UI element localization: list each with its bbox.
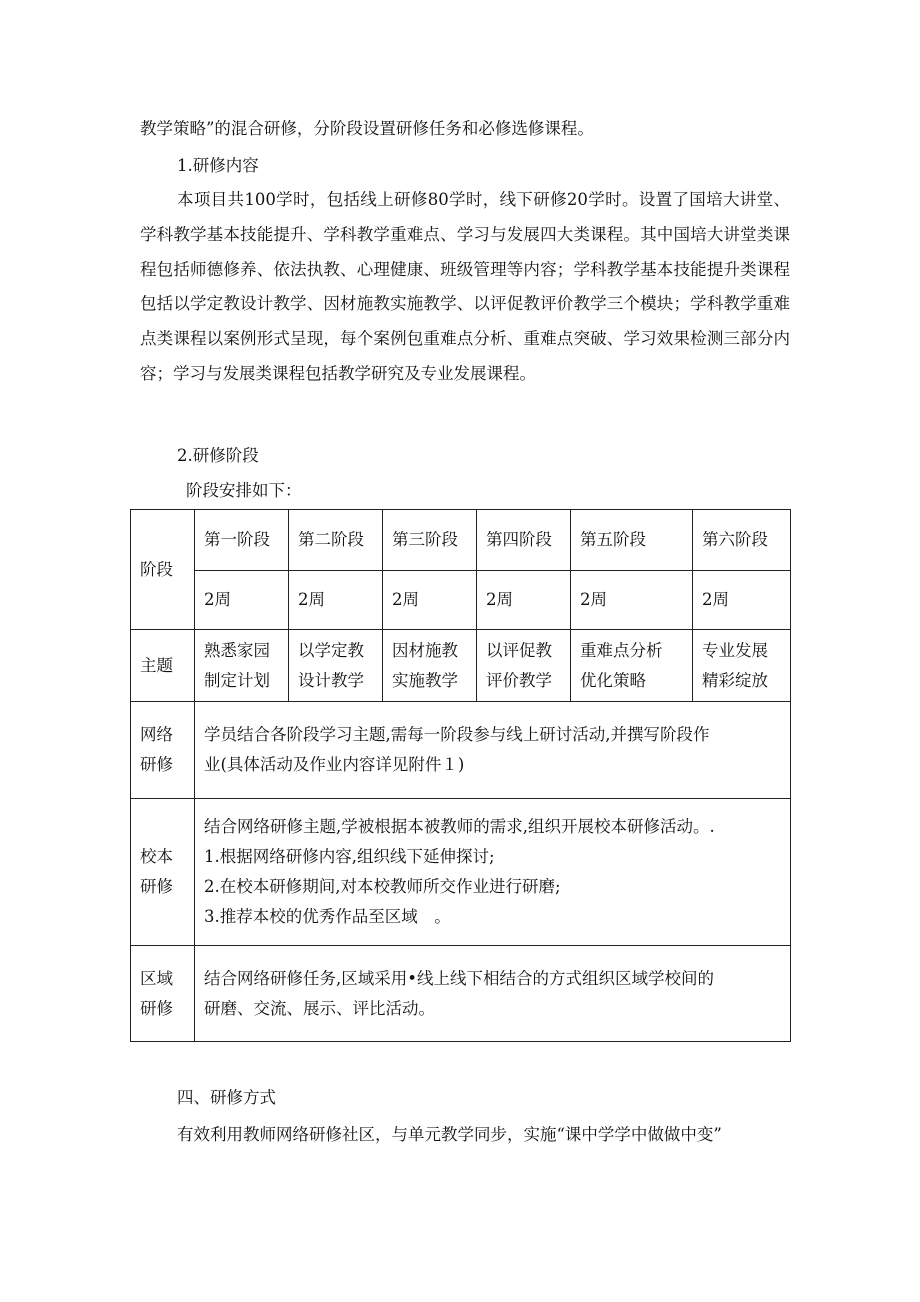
theme-6: 专业发展 精彩绽放 — [693, 630, 791, 702]
theme-4: 以评促教 评价教学 — [477, 630, 571, 702]
region-text: 结合网络研修任务,区域采用•线上线下相结合的方式组织区域学校间的 研磨、交流、展示、评比活动。 — [195, 946, 791, 1042]
duration-5: 2周 — [571, 571, 693, 630]
stage-3: 第三阶段 — [383, 510, 477, 571]
duration-4: 2周 — [477, 571, 571, 630]
region-label: 区域 研修 — [131, 946, 195, 1042]
duration-3: 2周 — [383, 571, 477, 630]
school-text: 结合网络研修主题,学被根据本被教师的需求,组织开展校本研修活动。. 1.根据网络研修内容,组织线下延伸探讨; 2.在校本研修期间,对本校教师所交作业进行研磨; 3.推荐本校的优秀作品至区域 。 — [195, 799, 791, 946]
stage-5: 第五阶段 — [571, 510, 693, 571]
network-label: 网络 研修 — [131, 702, 195, 799]
intro-line: 教学策略”的混合研修，分阶段设置研修任务和必修选修课程。 — [140, 119, 594, 138]
duration-1: 2周 — [195, 571, 289, 630]
section-1-title: 1.研修内容 — [177, 156, 259, 175]
stage-1: 第一阶段 — [195, 510, 289, 571]
section-2-title: 2.研修阶段 — [177, 446, 259, 465]
stage-plan-table — [130, 509, 791, 1042]
theme-1: 熟悉家园 制定计划 — [195, 630, 289, 702]
theme-label: 主题 — [131, 630, 195, 702]
theme-2: 以学定教 设计教学 — [289, 630, 383, 702]
section-1-paragraph: 本项目共100学时，包括线上研修80学时，线下研修20学时。设置了国培大讲堂、学科教学基本技能提升、学科教学重难点、学习与发展四大类课程。其中国培大讲堂类课程包括师德修养、依法执教、心理健康、班级管理等内容；学科教学基本技能提升类课程包括以学定教设计教学、因材施教实施教学、以评促教评价教学三个模块；学科教学重难点类课程以案例形式呈现，每个案例包重难点分析、重难点突破、学习效果检测三部分内容；学习与发展类课程包括教学研究及专业发展课程。 — [140, 190, 790, 383]
theme-3: 因材施教 实施教学 — [383, 630, 477, 702]
network-text: 学员结合各阶段学习主题,需每一阶段参与线上研讨活动,并撰写阶段作 业(具体活动及作业内容详见附件１) — [195, 702, 791, 799]
section-4-line: 有效利用教师网络研修社区，与单元教学同步，实施“课中学学中做做中变” — [177, 1125, 722, 1144]
stage-row — [131, 510, 791, 571]
network-row — [131, 702, 791, 799]
section-4-title: 四、研修方式 — [177, 1088, 276, 1107]
duration-2: 2周 — [289, 571, 383, 630]
stage-6: 第六阶段 — [693, 510, 791, 571]
stage-2: 第二阶段 — [289, 510, 383, 571]
duration-6: 2周 — [693, 571, 791, 630]
school-row — [131, 799, 791, 946]
school-label: 校本 研修 — [131, 799, 195, 946]
table-intro: 阶段安排如下： — [186, 481, 302, 500]
stage-4: 第四阶段 — [477, 510, 571, 571]
duration-row — [131, 571, 791, 630]
stage-label: 阶段 — [131, 510, 195, 630]
theme-5: 重难点分析 优化策略 — [571, 630, 693, 702]
region-row — [131, 946, 791, 1042]
theme-row — [131, 630, 791, 702]
